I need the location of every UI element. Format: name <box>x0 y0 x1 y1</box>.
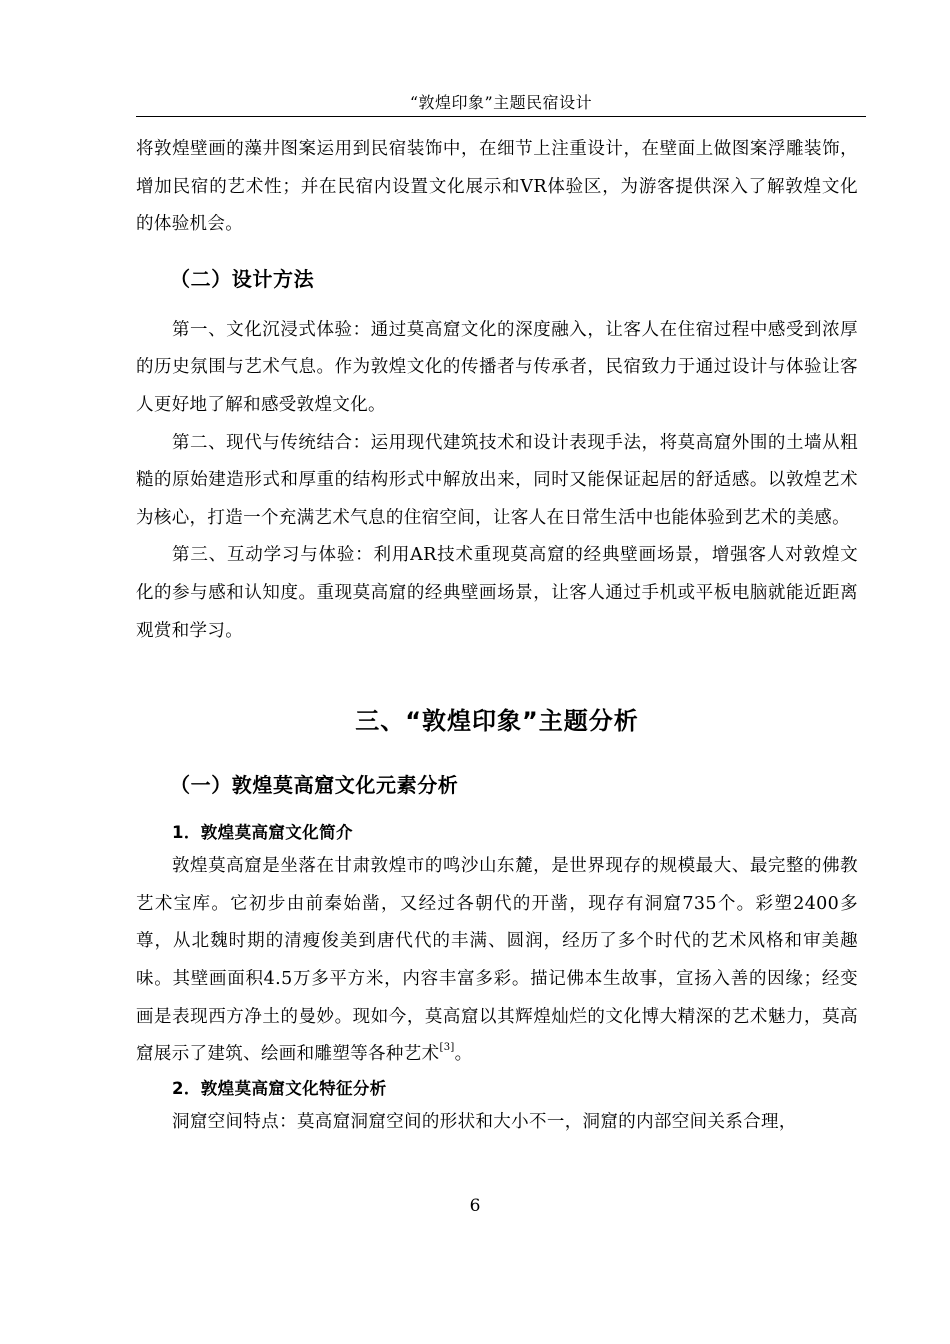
chapter-title: 三、“敦煌印象”主题分析 <box>355 707 639 736</box>
page-number: 6 <box>469 1196 481 1216</box>
design-methods-heading: （二）设计方法 <box>170 266 315 291</box>
cave-space-paragraph: 洞窟空间特点：莫高窟洞窟空间的形状和大小不一，洞窟的内部空间关系合理， <box>172 1111 797 1132</box>
mogao-intro-paragraph <box>136 848 858 1074</box>
design-method-paragraph-3: 第三、互动学习与体验：利用AR技术重现莫高窟的经典壁画场景，增强客人对敦煌文化的参与感和认知度。重现莫高窟的经典壁画场景，让客人通过手机或平板电脑就能近距离观赏和学习。 <box>136 545 858 641</box>
cultural-elements-heading: （一）敦煌莫高窟文化元素分析 <box>170 773 459 798</box>
header-divider <box>136 116 866 117</box>
mogao-intro-end: 。 <box>454 1044 473 1065</box>
intro-paragraph: 将敦煌壁画的藻井图案运用到民宿装饰中，在细节上注重设计，在壁面上做图案浮雕装饰，增加民宿的艺术性；并在民宿内设置文化展示和VR体验区，为游客提供深入了解敦煌文化的体验机会。 <box>136 139 858 235</box>
page-body <box>136 131 858 1141</box>
running-header: “敦煌印象”主题民宿设计 <box>409 93 593 112</box>
subsection-heading-intro: 1．敦煌莫高窟文化简介 <box>172 823 353 843</box>
citation-reference[interactable]: [3] <box>439 1042 455 1054</box>
subsection-heading-features: 2．敦煌莫高窟文化特征分析 <box>172 1078 387 1098</box>
design-method-paragraph-2: 第二、现代与传统结合：运用现代建筑技术和设计表现手法，将莫高窟外围的土墙从粗糙的原始建造形式和厚重的结构形式中解放出来，同时又能保证起居的舒适感。以敦煌艺术为核心，打造一个充满艺术气息的住宿空间，让客人在日常生活中也能体验到艺术的美感。 <box>136 432 858 528</box>
design-method-paragraph-1: 第一、文化沉浸式体验：通过莫高窟文化的深度融入，让客人在住宿过程中感受到浓厚的历史氛围与艺术气息。作为敦煌文化的传播者与传承者，民宿致力于通过设计与体验让客人更好地了解和感受敦煌文化。 <box>136 319 858 415</box>
mogao-intro-text: 敦煌莫高窟是坐落在甘肃敦煌市的鸣沙山东麓，是世界现存的规模最大、最完整的佛教艺术宝库。它初步由前秦始凿，又经过各朝代的开凿，现存有洞窟735个。彩塑2400多尊，从北魏时期的清瘦俊美到唐代代的丰满、圆润，经历了多个时代的艺术风格和审美趣味。其壁画面积4.5万多平方米，内容丰富多彩。描记佛本生故事，宣扬入善的因缘；经变画是表现西方净土的曼妙。现如今，莫高窟以其辉煌灿烂的文化博大精深的艺术魅力，莫高窟展示了建筑、绘画和雕塑等各种艺术 <box>136 856 858 1065</box>
